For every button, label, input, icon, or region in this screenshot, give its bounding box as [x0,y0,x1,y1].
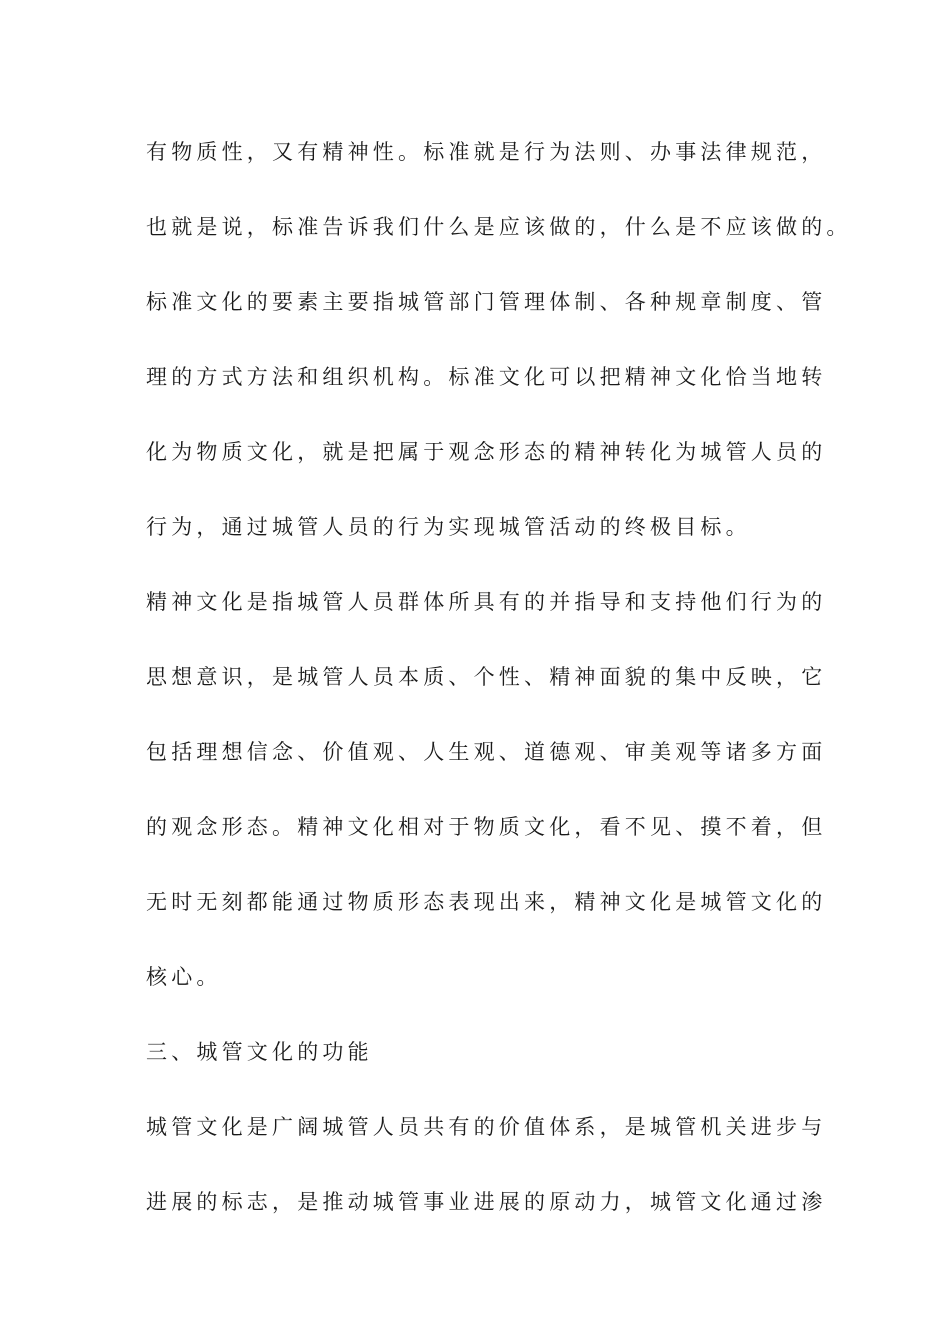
text-line: 精神文化是指城管人员群体所具有的并指导和支持他们行为的 [146,590,827,614]
text-line: 的观念形态。精神文化相对于物质文化，看不见、摸不着，但 [146,815,827,839]
text-line: 思想意识，是城管人员本质、个性、精神面貌的集中反映，它 [146,665,827,689]
text-line: 无时无刻都能通过物质形态表现出来，精神文化是城管文化的 [146,890,827,914]
text-line: 有物质性，又有精神性。标准就是行为法则、办事法律规范， [146,140,827,164]
text-line: 化为物质文化，就是把属于观念形态的精神转化为城管人员的 [146,440,827,464]
text-line: 标准文化的要素主要指城管部门管理体制、各种规章制度、管 [146,290,827,314]
text-line: 也就是说，标准告诉我们什么是应该做的，什么是不应该做的。 [146,215,852,239]
text-line: 理的方式方法和组织机构。标准文化可以把精神文化恰当地转 [146,365,827,389]
text-line: 城管文化是广阔城管人员共有的价值体系，是城管机关进步与 [146,1115,827,1139]
text-line: 行为，通过城管人员的行为实现城管活动的终极目标。 [146,515,751,539]
text-line: 核心。 [146,965,222,989]
section-heading: 三、城管文化的功能 [146,1040,373,1064]
text-line: 包括理想信念、价值观、人生观、道德观、审美观等诸多方面 [146,740,827,764]
text-line: 进展的标志，是推动城管事业进展的原动力，城管文化通过渗 [146,1190,827,1214]
